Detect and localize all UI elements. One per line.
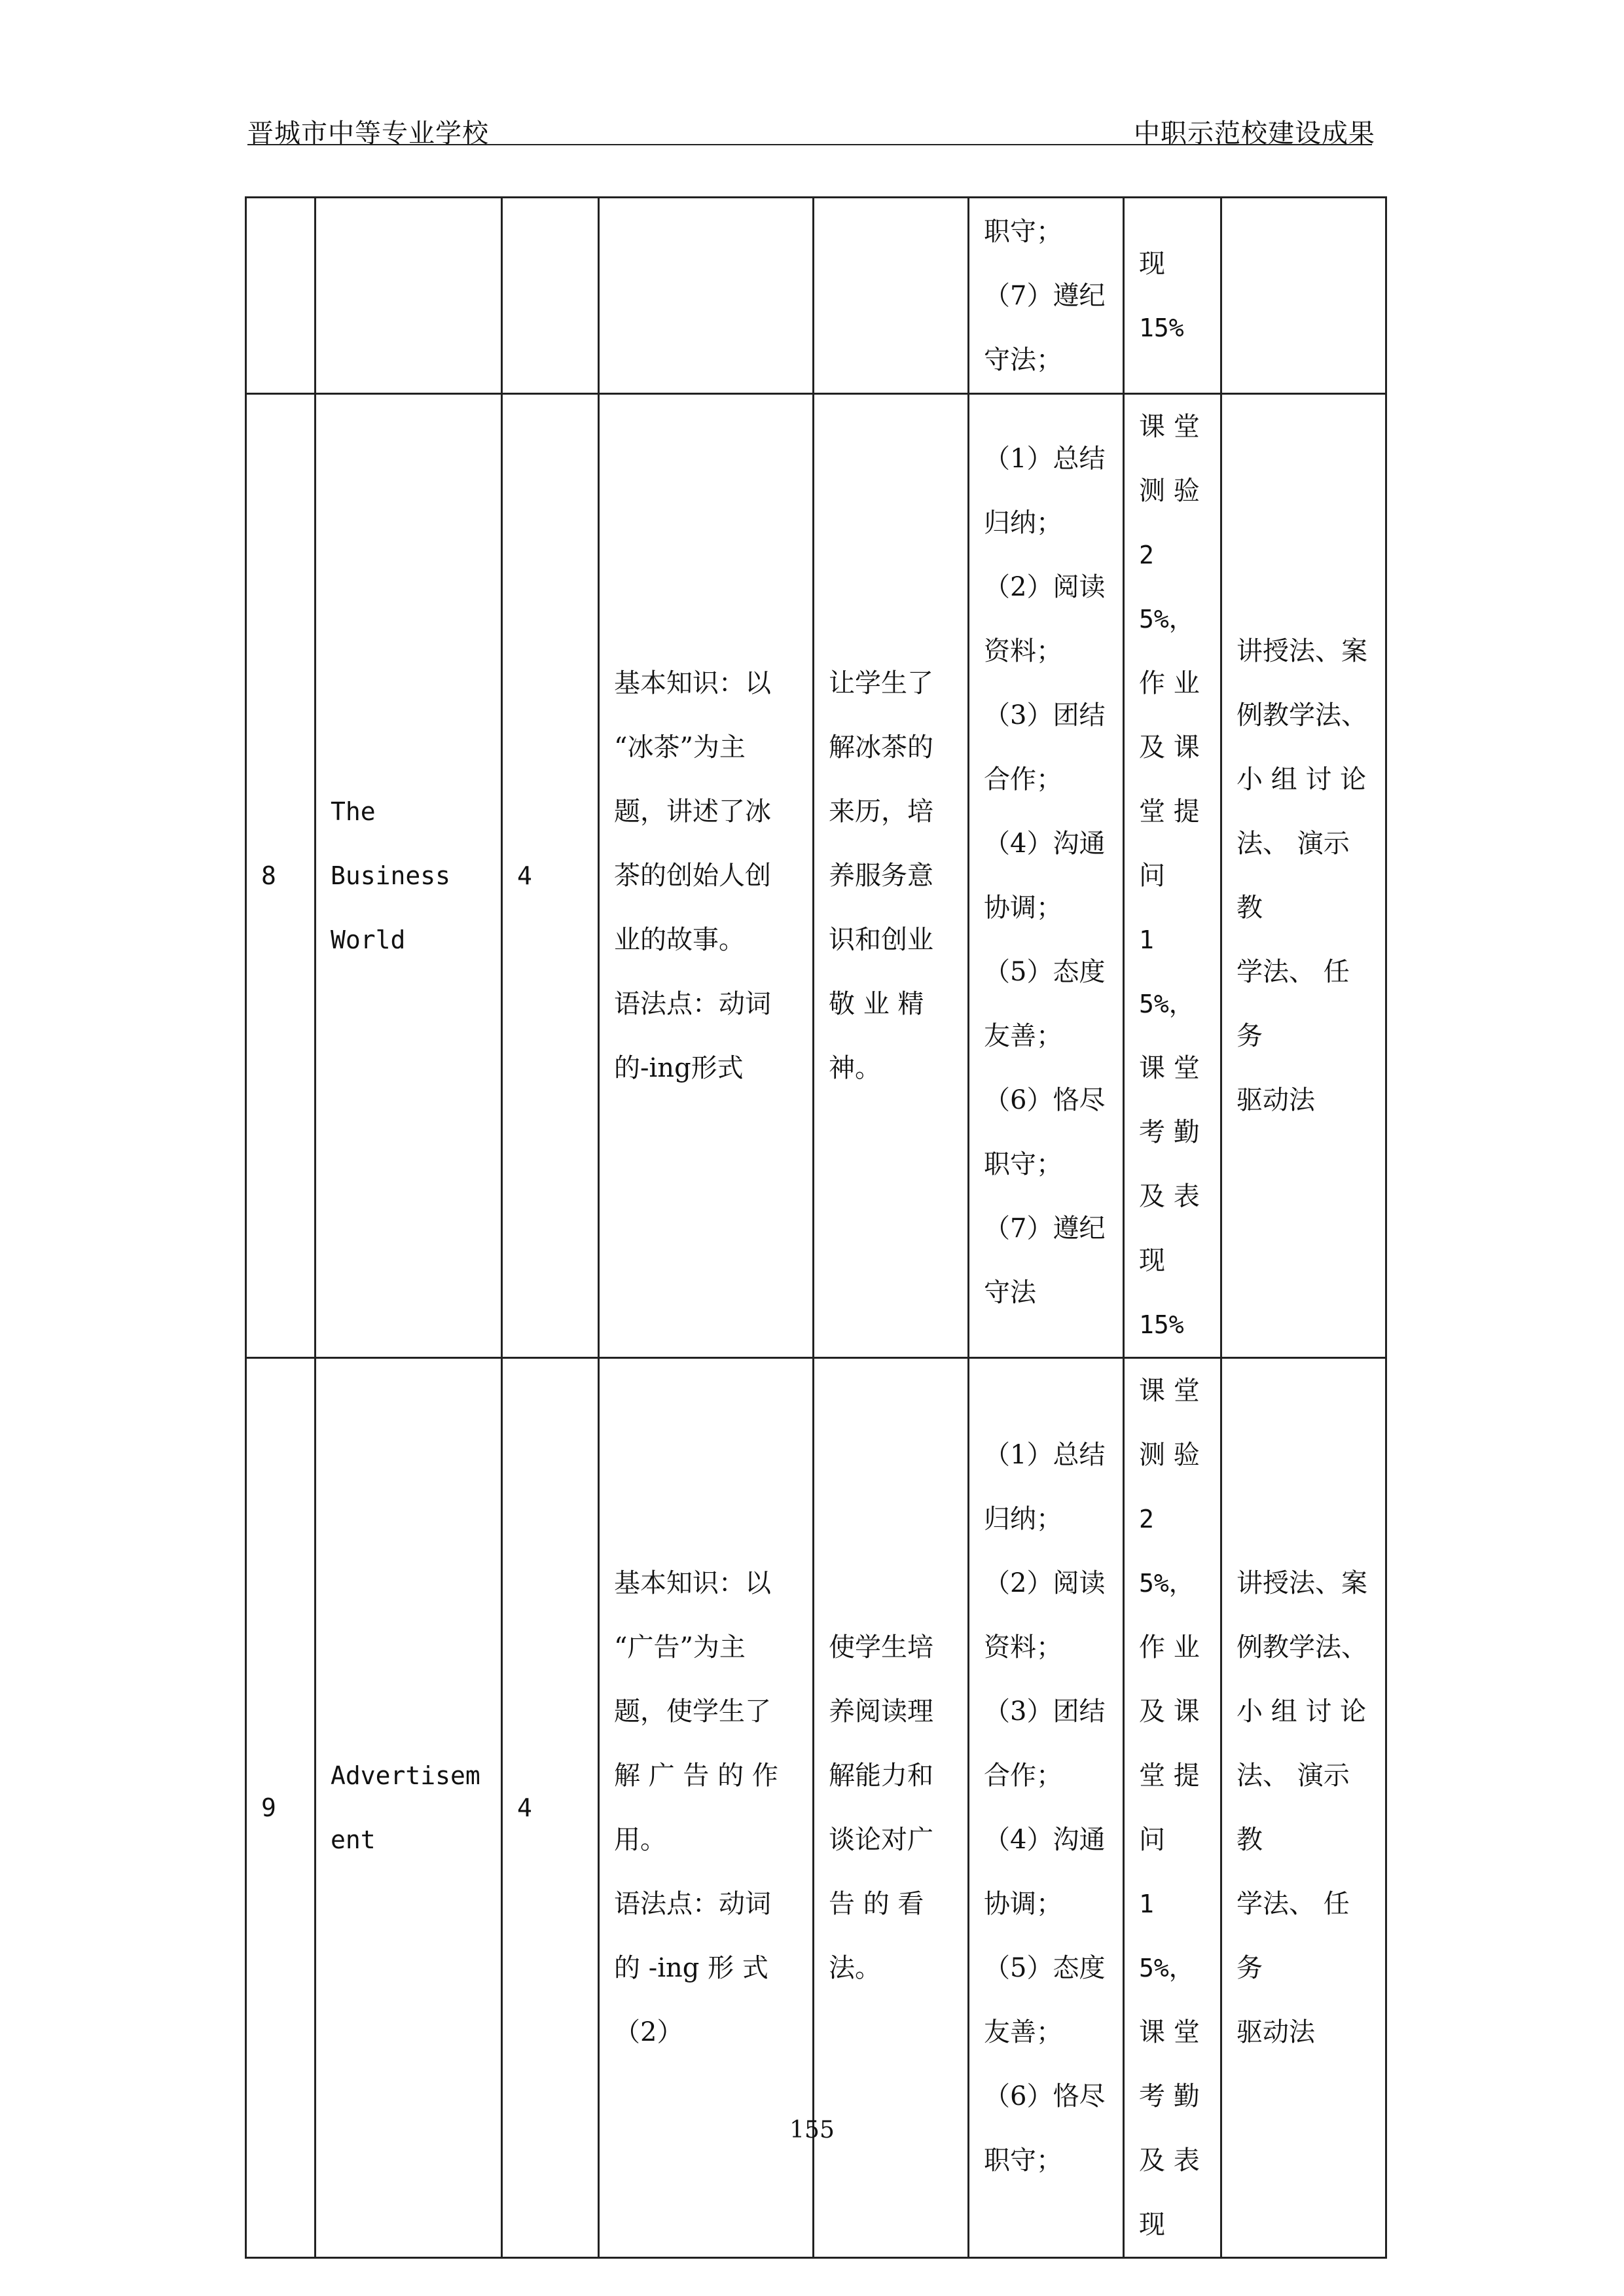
cell-line: （3）团结 bbox=[984, 1696, 1106, 1727]
cell-line: 解能力和 bbox=[829, 1761, 933, 1791]
cell-quality bbox=[969, 394, 1124, 1358]
cell-line: 及 表 bbox=[1139, 2145, 1200, 2176]
cell-line: 守法 bbox=[984, 1278, 1036, 1308]
cell-line: 及 表 bbox=[1139, 1181, 1200, 1211]
cell-line: 小 组 讨 论 bbox=[1236, 1696, 1367, 1727]
cell-line: 问 bbox=[1139, 1825, 1165, 1855]
cell-line: 25%， bbox=[1139, 1505, 1194, 1598]
cell-line: 作 业 bbox=[1139, 1632, 1200, 1662]
header-divider bbox=[247, 144, 1372, 145]
cell-line: 作 业 bbox=[1139, 668, 1200, 698]
cell-line: 讲授法、案 bbox=[1236, 1568, 1367, 1598]
cell-line: 法。 bbox=[829, 1953, 881, 1983]
cell-line: 养服务意 bbox=[829, 861, 933, 891]
cell-line: （5）态度 bbox=[984, 957, 1106, 987]
cell-line: 法、 演示教 bbox=[1236, 1761, 1350, 1855]
cell-line: 及 课 bbox=[1139, 732, 1200, 762]
cell-line: 法、 演示教 bbox=[1236, 829, 1350, 923]
table-row bbox=[246, 198, 1386, 394]
cell-line: 守法； bbox=[984, 344, 1062, 375]
cell-line: 15% bbox=[1139, 313, 1184, 342]
cell-line: 题，讲述了冰 bbox=[614, 797, 771, 827]
cell-line: 15% bbox=[1139, 1310, 1184, 1339]
cell-line: 友善； bbox=[984, 2017, 1062, 2047]
cell-line: 告 的 看 bbox=[829, 1889, 924, 1919]
cell-line: 课 堂 bbox=[1139, 412, 1200, 442]
cell-method bbox=[1221, 394, 1386, 1358]
cell-line: （2）阅读 bbox=[984, 1568, 1106, 1598]
cell-line: 的-ing形式 bbox=[614, 1053, 744, 1083]
cell-line: （4）沟通 bbox=[984, 1825, 1106, 1855]
hours-value: 4 bbox=[517, 861, 532, 890]
cell-hours bbox=[502, 394, 599, 1358]
cell-no bbox=[246, 394, 316, 1358]
cell-line: 现 bbox=[1139, 2210, 1165, 2240]
cell-line: 归纳； bbox=[984, 1504, 1062, 1534]
curriculum-table bbox=[245, 196, 1387, 2259]
cell-line: （5）态度 bbox=[984, 1953, 1106, 1983]
cell-line: Advertisem bbox=[331, 1761, 480, 1790]
cell-line: 合作； bbox=[984, 764, 1062, 795]
cell-line: 小 组 讨 论 bbox=[1236, 764, 1367, 795]
row-number: 8 bbox=[261, 861, 276, 890]
cell-line: 资料； bbox=[984, 1632, 1062, 1662]
cell-line: 驱动法 bbox=[1236, 1085, 1315, 1115]
cell-line: 堂 提 bbox=[1139, 797, 1200, 827]
cell-line: 问 bbox=[1139, 861, 1165, 891]
cell-line: 例教学法、 bbox=[1236, 700, 1367, 730]
cell-line: The bbox=[331, 797, 376, 826]
cell-line: 友善； bbox=[984, 1021, 1062, 1051]
cell-line: 识和创业 bbox=[829, 925, 933, 955]
cell-line: 职守； bbox=[984, 1149, 1062, 1179]
cell-line: 基本知识：以 bbox=[614, 668, 771, 698]
cell-line: 驱动法 bbox=[1236, 2017, 1315, 2047]
cell-line: （7）遵纪 bbox=[984, 280, 1106, 311]
cell-line: “广告”为主 bbox=[614, 1632, 746, 1662]
cell-line: （4）沟通 bbox=[984, 829, 1106, 859]
cell-line: 25%， bbox=[1139, 541, 1194, 634]
cell-line: 题，使学生了 bbox=[614, 1696, 771, 1727]
cell-line: 资料； bbox=[984, 636, 1062, 666]
cell-line: 现 bbox=[1139, 248, 1165, 279]
cell-line: 例教学法、 bbox=[1236, 1632, 1367, 1662]
hours-value: 4 bbox=[517, 1793, 532, 1822]
cell-line: 语法点：动词 bbox=[614, 989, 771, 1019]
cell-hours bbox=[502, 198, 599, 394]
cell-line: 协调； bbox=[984, 1889, 1062, 1919]
cell-title bbox=[316, 394, 502, 1358]
cell-line: 职守； bbox=[984, 2145, 1062, 2176]
cell-goal bbox=[814, 198, 969, 394]
cell-line: 的 -ing 形 式 bbox=[614, 1953, 768, 1983]
cell-line: ent bbox=[331, 1825, 376, 1854]
cell-assessment bbox=[1124, 394, 1221, 1358]
cell-line: 合作； bbox=[984, 1761, 1062, 1791]
cell-line: 神。 bbox=[829, 1053, 881, 1083]
cell-line: 让学生了 bbox=[829, 668, 933, 698]
page-number: 155 bbox=[789, 2117, 835, 2144]
cell-line: World bbox=[331, 925, 406, 954]
cell-line: 及 课 bbox=[1139, 1696, 1200, 1727]
cell-line: 协调； bbox=[984, 893, 1062, 923]
header-section-title: 中职示范校建设成果 bbox=[1134, 118, 1375, 149]
cell-line: 来历，培 bbox=[829, 797, 933, 827]
cell-line: 语法点：动词 bbox=[614, 1889, 771, 1919]
cell-line: 职守； bbox=[984, 216, 1062, 247]
cell-line: （6）恪尽 bbox=[984, 2081, 1106, 2111]
cell-quality bbox=[969, 198, 1124, 394]
cell-line: （2）阅读 bbox=[984, 572, 1106, 602]
cell-line: 课 堂 bbox=[1139, 1376, 1200, 1406]
cell-line: Business bbox=[331, 861, 451, 890]
cell-line: 课 堂 bbox=[1139, 1053, 1200, 1083]
cell-line: （2） bbox=[614, 2017, 683, 2047]
cell-line: 测 验 bbox=[1139, 476, 1200, 506]
cell-line: 解 广 告 的 作 bbox=[614, 1761, 778, 1791]
cell-line: 用。 bbox=[614, 1825, 666, 1855]
cell-line: （3）团结 bbox=[984, 700, 1106, 730]
cell-line: 考 勤 bbox=[1139, 2081, 1200, 2111]
cell-no bbox=[246, 198, 316, 394]
cell-line: （7）遵纪 bbox=[984, 1213, 1106, 1244]
cell-content bbox=[599, 198, 814, 394]
cell-line: 茶的创始人创 bbox=[614, 861, 771, 891]
cell-line: 养阅读理 bbox=[829, 1696, 933, 1727]
table-row bbox=[246, 394, 1386, 1358]
cell-title bbox=[316, 198, 502, 394]
cell-line: 讲授法、案 bbox=[1236, 636, 1367, 666]
cell-line: 使学生培 bbox=[829, 1632, 933, 1662]
cell-line: 学法、 任务 bbox=[1236, 957, 1350, 1051]
cell-line: 业的故事。 bbox=[614, 925, 745, 955]
row-number: 9 bbox=[261, 1793, 276, 1822]
cell-line: 解冰茶的 bbox=[829, 732, 933, 762]
cell-line: 15%， bbox=[1139, 925, 1194, 1018]
cell-line: “冰茶”为主 bbox=[614, 732, 746, 762]
cell-line: 15%， bbox=[1139, 1890, 1194, 1982]
cell-line: 学法、 任务 bbox=[1236, 1889, 1350, 1983]
cell-line: 谈论对广 bbox=[829, 1825, 933, 1855]
cell-line: 敬 业 精 bbox=[829, 989, 924, 1019]
cell-line: （6）恪尽 bbox=[984, 1085, 1106, 1115]
cell-line: 堂 提 bbox=[1139, 1761, 1200, 1791]
cell-line: （1）总结 bbox=[984, 1440, 1106, 1470]
cell-line: 现 bbox=[1139, 1246, 1165, 1276]
cell-line: 测 验 bbox=[1139, 1440, 1200, 1470]
cell-goal bbox=[814, 394, 969, 1358]
cell-line: （1）总结 bbox=[984, 444, 1106, 474]
header-school-name: 晋城市中等专业学校 bbox=[247, 118, 489, 149]
cell-assessment bbox=[1124, 198, 1221, 394]
cell-line: 基本知识：以 bbox=[614, 1568, 771, 1598]
cell-line: 课 堂 bbox=[1139, 2017, 1200, 2047]
cell-method bbox=[1221, 198, 1386, 394]
cell-content bbox=[599, 394, 814, 1358]
cell-line: 考 勤 bbox=[1139, 1117, 1200, 1147]
cell-line: 归纳； bbox=[984, 508, 1062, 538]
